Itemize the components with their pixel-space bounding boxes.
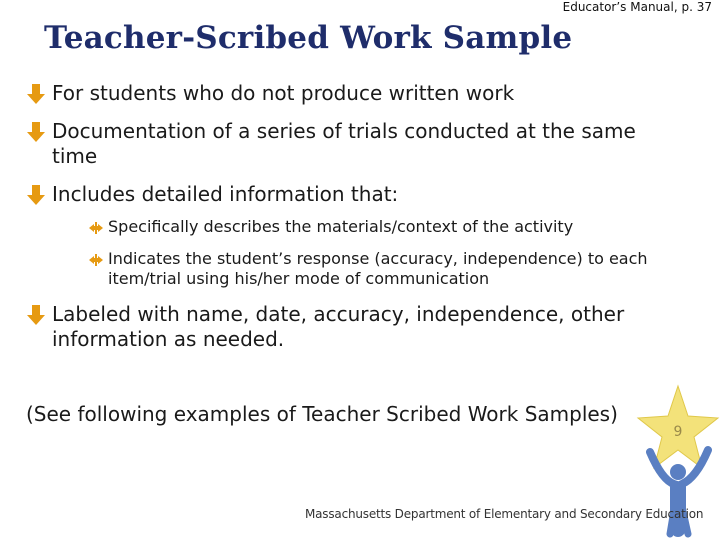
- down-arrow-icon: [27, 185, 45, 205]
- down-arrow-icon: [27, 305, 45, 325]
- sub-bullet-item: [74, 249, 686, 289]
- down-arrow-icon: [27, 122, 45, 142]
- page-number: 9: [673, 424, 683, 440]
- page-title: Teacher-Scribed Work Sample: [44, 20, 573, 56]
- sub-bullet-text: Indicates the student’s response (accuracy, independence) to each item/trial using his/her mode of communication: [108, 249, 648, 288]
- bullet-item: [26, 302, 686, 352]
- bullet-item: [26, 182, 686, 289]
- footer-text: Massachusetts Department of Elementary and Secondary Education: [305, 507, 704, 521]
- bullet-text: Labeled with name, date, accuracy, independence, other information as needed.: [52, 302, 625, 351]
- bullet-list: [26, 81, 686, 365]
- manual-reference: Educator’s Manual, p. 37: [562, 0, 712, 14]
- bullet-text: Documentation of a series of trials conducted at the same time: [52, 119, 636, 168]
- examples-note: (See following examples of Teacher Scribed Work Samples): [26, 402, 618, 426]
- bullet-text: For students who do not produce written work: [52, 81, 515, 105]
- sub-bullet-text: Specifically describes the materials/context of the activity: [108, 217, 574, 236]
- sub-bullet-item: [74, 217, 686, 237]
- bullet-item: [26, 81, 686, 106]
- down-arrow-icon: [27, 84, 45, 104]
- cross-icon: [88, 221, 104, 235]
- bullet-text: Includes detailed information that:: [52, 182, 399, 206]
- sub-bullet-list: [52, 217, 686, 289]
- bullet-item: [26, 119, 686, 169]
- cross-icon: [88, 253, 104, 267]
